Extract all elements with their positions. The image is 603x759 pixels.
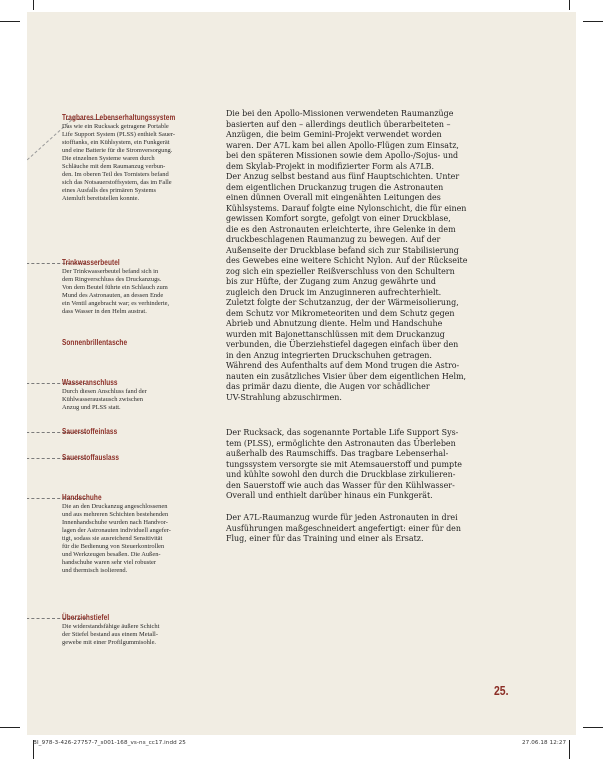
slug-file-info: BI_978-3-426-27757-7_s001-168_vs-ns_cc17.indd 25 — [33, 740, 186, 746]
annotation-body: Die widerstandsfähige äußere Schicht der Stiefel bestand aus einem Metall- gewebe mit einer Profilgummisohle. — [62, 623, 160, 647]
crop-mark — [583, 21, 603, 22]
annotation-plss — [62, 112, 212, 203]
slug-timestamp: 27.06.18 12:27 — [522, 740, 567, 746]
annotation-title: Tragbares Lebenserhaltungssystem — [62, 112, 176, 122]
annotation-title: Sonnenbrillentasche — [62, 337, 128, 347]
annotation-body: Durch diesen Anschluss fand der Kühlwasseraustausch zwischen Anzug und PLSS statt. — [62, 388, 147, 412]
annotation-title: Sauerstoffauslass — [62, 452, 120, 462]
crop-mark — [583, 727, 603, 728]
annotation-sauerstoffeinlass — [62, 426, 212, 436]
crop-mark — [569, 0, 570, 10]
annotation-title: Trinkwasserbeutel — [62, 257, 120, 267]
annotation-sonnenbrillentasche — [62, 337, 212, 347]
crop-mark — [0, 21, 20, 22]
annotation-body: Die an den Druckanzug angeschlossenen und aus mehreren Schichten bestehenden Innenhandschuhe wurden nach Handvor- lagen der Astronauten individuell angefer- tigt, sodass sie ausreichend Sensitivität für die Bedienung von Steuerkontrollen und Werkzeugen besaßen. Die Außen- handschuhe waren sehr viel robuster und thermisch isolierend. — [62, 503, 171, 575]
annotation-body: Der Trinkwasserbeutel befand sich in dem Ringverschluss des Druckanzugs. Von dem Beutel führte ein Schlauch zum Mund des Astronauten, an dessen Ende ein Ventil angebracht war; es verhinderte, dass Wasser in den Helm austrat. — [62, 268, 170, 316]
crop-mark — [0, 727, 20, 728]
body-paragraph: Die bei den Apollo-Missionen verwendeten Raumanzüge basierten auf den – allerdings deutlich überarbeiteten – Anzügen, die beim Gemini-Projekt verwendet worden waren. Der A7L kam bei allen Apollo-Flügen zum Einsatz, bei den späteren Missionen sowie dem Apollo-/Sojus- und dem Skylab-Projekt in modifizierter Form als A7LB. Der Anzug selbst bestand aus fünf Hauptschichten. Unter dem eigentlichen Druckanzug trugen die Astronauten einen dünnen Overall mit eingenähten Leitungen des Kühlsystems. Darauf folgte eine Nylonschicht, die für einen gewissen Komfort sorgte, gefolgt von einer Druckblase, die es den Astronauten erleichterte, ihre Gelenke in dem druckbeschlagenen Raumanzug zu bewegen. Auf der Außenseite der Druckblase befand sich zur Stabilisierung des Gewebes eine weitere Schicht Nylon. Auf der Rückseite zog sich ein spezieller Reißverschluss von den Schultern bis zur Hüfte, der Zugang zum Anzug gewährte und zugleich den Druck im Anzuginneren aufrechterhielt. Zuletzt folgte der Schutzanzug, der der Wärmeisolierung, dem Schutz vor Mikrometeoriten und dem Schutz gegen Abrieb und Abnutzung diente. Helm und Handschuhe wurden mit Bajonettanschlüssen mit dem Druckanzug verbunden, die Überziehstiefel dagegen einfach über den in den Anzug integrierten Druckschuhen getragen. Während des Aufenthalts auf dem Mond trugen die Astro- nauten ein zusätzliches Visier über dem eigentlichen Helm, das primär dazu diente, die Augen vor schädlicher UV-Strahlung abzuschirmen. — [226, 109, 468, 402]
annotation-wasseranschluss — [62, 377, 212, 412]
annotation-body: Das wie ein Rucksack getragene Portable Life Support System (PLSS) enthielt Sauer- stofftanks, ein Kühlsystem, ein Funkgerät und eine Batterie für die Stromversorgung. Die einzelnen Systeme waren durch Schläuche mit dem Raumanzug verbun- den. Im oberen Teil des Tornisters befand sich das Notsauerstoffsystem, das im Falle eines Ausfalls des primären Systems Atemluft bereitstellen konnte. — [62, 123, 176, 203]
annotation-handschuhe — [62, 492, 212, 575]
annotation-title: Überziehstiefel — [62, 612, 110, 622]
annotation-title: Sauerstoffeinlass — [62, 426, 118, 436]
crop-mark — [33, 0, 34, 10]
body-paragraph: Der A7L-Raumanzug wurde für jeden Astronauten in drei Ausführungen maßgeschneidert angefertigt: einer für den Flug, einer für das Training und einer als Ersatz. — [226, 513, 461, 543]
annotation-trinkwasserbeutel — [62, 257, 212, 316]
page-number: 25. — [494, 683, 509, 698]
annotation-sauerstoffauslass — [62, 452, 212, 462]
annotation-ueberziehstiefel — [62, 612, 212, 647]
body-paragraph: Der Rucksack, das sogenannte Portable Life Support Sys- tem (PLSS), ermöglichte den Astronauten das Überleben außerhalb des Raumschiffs. Das tragbare Lebenserhal- tungssystem versorgte sie mit Atemsauerstoff und pumpte und kühlte sowohl den durch die Druckblase zirkulieren- den Sauerstoff wie auch das Wasser für den Kühlwasser- Overall und enthielt darüber hinaus ein Funkgerät. — [226, 428, 462, 500]
annotation-title: Handschuhe — [62, 492, 102, 502]
annotation-title: Wasseranschluss — [62, 377, 118, 387]
crop-mark — [569, 740, 570, 759]
